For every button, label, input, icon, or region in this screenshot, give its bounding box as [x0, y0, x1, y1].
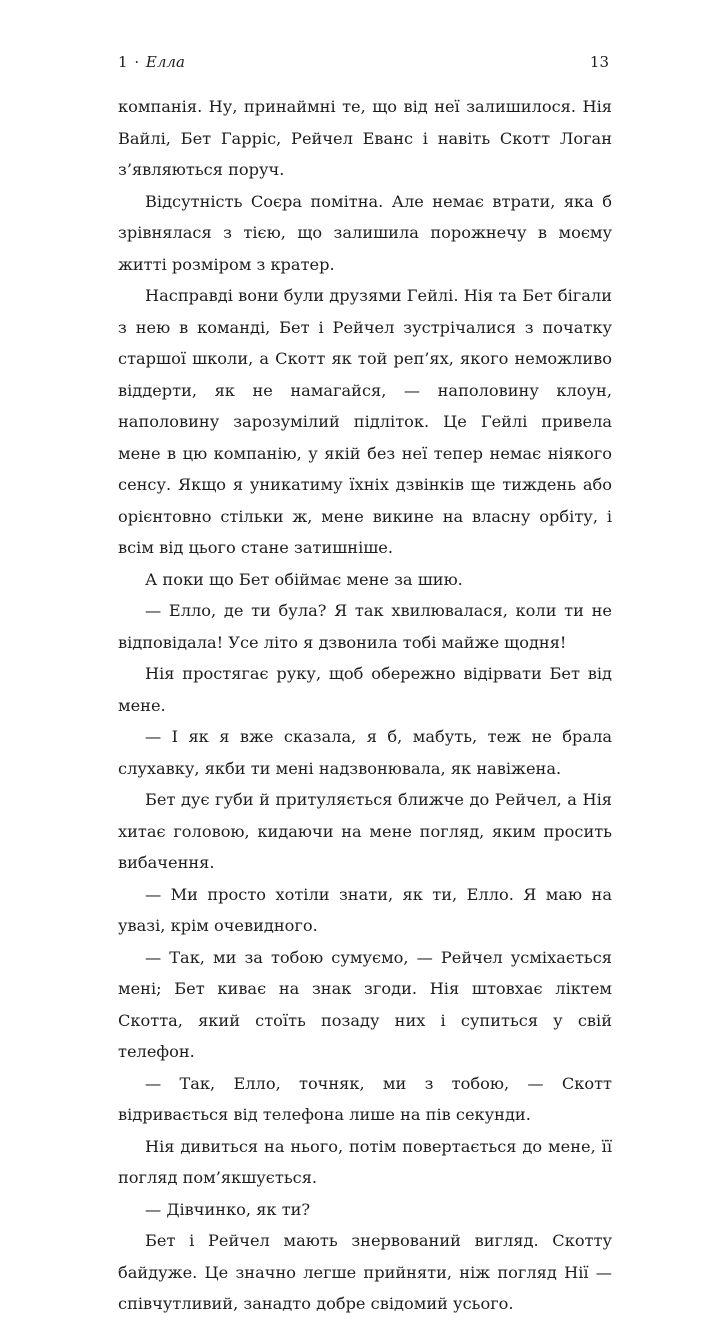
- paragraph: А поки що Бет обіймає мене за шию.: [145, 569, 463, 589]
- dialogue-paragraph: — Ми просто хотіли знати, як ти, Елло. Я маю на увазі, крім очевидного.: [118, 884, 612, 935]
- chapter-heading: [118, 51, 185, 73]
- dialogue-paragraph: — І як я вже сказала, я б, мабуть, теж не брала слухавку, якби ти мені надзвонювала, як навіжена.: [118, 727, 612, 778]
- paragraph: Бет дує губи й притуляється ближче до Рейчел, а Нія хитає головою, кидаючи на мене погляд, яким просить вибачення.: [118, 790, 612, 872]
- dialogue-paragraph: — Так, ми за тобою сумуємо, — Рейчел усміхається мені; Бет киває на знак згоди. Нія штовхає ліктем Скотта, який стоїть позаду них і супиться у свій телефон.: [118, 947, 612, 1061]
- dialogue-paragraph: — Дівчинко, як ти?: [145, 1199, 311, 1219]
- chapter-number: 1: [118, 53, 128, 71]
- body-text: [118, 91, 612, 1320]
- paragraph: Нія простягає руку, щоб обережно відірвати Бет від мене.: [118, 664, 612, 715]
- running-head: [118, 51, 609, 73]
- separator-dot: ·: [134, 53, 140, 71]
- page-number: 13: [589, 53, 609, 71]
- dialogue-paragraph: — Так, Елло, точняк, ми з тобою, — Скотт відривається від телефона лише на пів секунди.: [118, 1073, 612, 1124]
- dialogue-paragraph: — Елло, де ти була? Я так хвилювалася, коли ти не відповідала! Усе літо я дзвонила тобі майже щодня!: [118, 601, 612, 652]
- paragraph: Нія дивиться на нього, потім повертається до мене, її погляд пом’якшується.: [118, 1136, 612, 1187]
- paragraph: Відсутність Соєра помітна. Але немає втрати, яка б зрівнялася з тією, що залишила порожнечу в моєму житті розміром з кратер.: [118, 191, 612, 274]
- paragraph: Бет і Рейчел мають знервований вигляд. Скотту байдуже. Це значно легше прийняти, ніж погляд Нії — співчутливий, занадто добре свідомий усього.: [118, 1231, 612, 1313]
- paragraph: Насправді вони були друзями Гейлі. Нія та Бет бігали з нею в команді, Бет і Рейчел зустрічалися з початку старшої школи, а Скотт як той реп’ях, якого неможливо віддерти, як не намагайся, — наполовину клоун, наполовину зарозумілий підліток. Це Гейлі привела мене в цю компанію, у якій без неї тепер немає ніякого сенсу. Якщо я уникатиму їхніх дзвінків ще тиждень або орієнтовно стільки ж, мене викине на власну орбіту, і всім від цього стане затишніше.: [118, 286, 612, 557]
- chapter-title: Елла: [145, 53, 185, 71]
- paragraph: компанія. Ну, принаймні те, що від неї залишилося. Нія Вайлі, Бет Гарріс, Рейчел Еванс і навіть Скотт Логан з’являються поруч.: [118, 97, 612, 179]
